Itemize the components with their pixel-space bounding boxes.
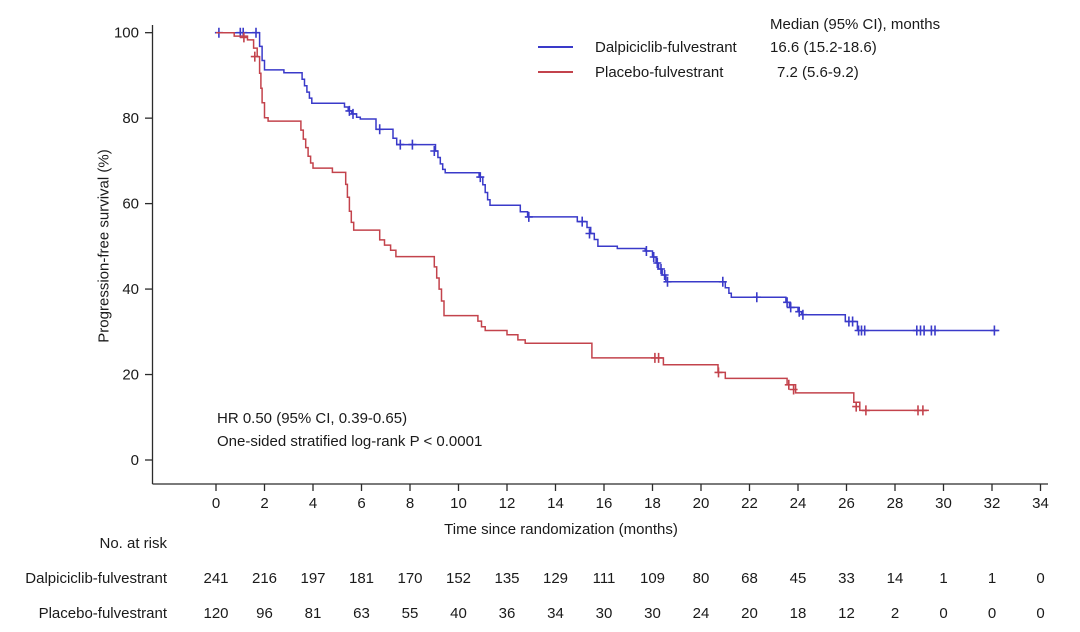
x-tick-label: 14 — [547, 495, 564, 512]
x-tick-label: 2 — [260, 495, 269, 512]
at-risk-value: 0 — [939, 605, 948, 622]
x-tick-label: 8 — [405, 495, 415, 512]
y-axis-title: Progression-free survival (%) — [95, 149, 113, 343]
at-risk-value: 1 — [987, 570, 997, 587]
at-risk-value: 36 — [498, 605, 516, 622]
at-risk-row-label: Placebo-fulvestrant — [38, 605, 167, 622]
legend-label-dalpiciclib: Dalpiciclib-fulvestrant — [595, 39, 737, 56]
at-risk-value: 181 — [348, 570, 375, 587]
at-risk-value: 14 — [886, 570, 904, 587]
at-risk-value: 18 — [789, 605, 807, 622]
x-tick-label: 34 — [1032, 495, 1049, 512]
y-tick-label: 20 — [122, 366, 139, 384]
at-risk-value: 34 — [547, 605, 564, 622]
at-risk-value: 109 — [639, 570, 666, 587]
at-risk-value: 0 — [987, 605, 997, 622]
legend-label-placebo: Placebo-fulvestrant — [595, 64, 724, 81]
legend-median-header: Median (95% CI), months — [770, 16, 941, 33]
x-tick-label: 22 — [741, 495, 758, 512]
at-risk-value: 135 — [494, 570, 520, 587]
median-value-dalpiciclib: 16.6 (15.2-18.6) — [770, 39, 877, 56]
x-tick-label: 24 — [789, 495, 807, 512]
y-tick-label: 100 — [113, 24, 139, 42]
x-tick-label: 18 — [644, 495, 661, 512]
at-risk-value: 20 — [741, 605, 758, 622]
median-value-placebo: 7.2 (5.6-9.2) — [777, 64, 859, 81]
x-tick-label: 20 — [692, 495, 710, 512]
at-risk-value: 40 — [450, 605, 467, 622]
y-tick-label: 60 — [122, 195, 139, 213]
at-risk-value: 30 — [595, 605, 613, 622]
censor-marks-placebo — [240, 32, 927, 415]
at-risk-value: 68 — [741, 570, 758, 587]
pvalue-line: One-sided stratified log-rank P < 0.0001 — [217, 433, 483, 450]
at-risk-row-label: Dalpiciclib-fulvestrant — [25, 570, 167, 587]
x-tick-label: 16 — [595, 495, 613, 512]
hr-annotation — [217, 407, 482, 453]
at-risk-value: 197 — [300, 570, 326, 587]
at-risk-value: 216 — [251, 570, 278, 587]
x-tick-label: 4 — [308, 495, 318, 512]
legend-line-placebo — [538, 71, 573, 73]
at-risk-value: 0 — [1036, 605, 1045, 622]
y-axis-ticks — [114, 25, 153, 469]
at-risk-header: No. at risk — [99, 535, 167, 552]
x-tick-label: 28 — [886, 495, 904, 512]
x-tick-label: 0 — [211, 495, 221, 512]
x-tick-label: 26 — [838, 495, 855, 512]
at-risk-value: 63 — [353, 605, 370, 622]
x-tick-label: 12 — [498, 495, 516, 512]
at-risk-value: 30 — [644, 605, 661, 622]
y-tick-label: 80 — [122, 110, 139, 128]
x-axis-title: Time since randomization (months) — [444, 521, 678, 538]
x-tick-label: 32 — [983, 495, 1001, 512]
at-risk-value: 45 — [789, 570, 807, 587]
at-risk-value: 96 — [256, 605, 273, 622]
at-risk-value: 129 — [542, 570, 569, 587]
x-tick-label: 10 — [450, 495, 467, 512]
hr-line: HR 0.50 (95% CI, 0.39-0.65) — [217, 410, 408, 427]
at-risk-value: 24 — [692, 605, 710, 622]
at-risk-value: 0 — [1036, 570, 1045, 587]
at-risk-value: 80 — [692, 570, 710, 587]
x-tick-label: 30 — [935, 495, 952, 512]
legend-line-dalpiciclib — [538, 46, 573, 48]
x-axis-ticks — [212, 484, 1049, 512]
at-risk-value: 12 — [838, 605, 855, 622]
at-risk-value: 152 — [445, 570, 472, 587]
at-risk-value: 170 — [397, 570, 423, 587]
at-risk-value: 241 — [203, 570, 229, 587]
at-risk-value: 120 — [203, 605, 229, 622]
at-risk-value: 33 — [838, 570, 855, 587]
y-tick-label: 0 — [130, 452, 139, 469]
at-risk-table — [25, 535, 1044, 622]
km-curve-placebo — [216, 33, 929, 411]
at-risk-value: 111 — [592, 570, 616, 587]
at-risk-value: 81 — [304, 605, 322, 622]
at-risk-value: 2 — [890, 605, 900, 622]
at-risk-value: 1 — [939, 570, 948, 587]
x-tick-label: 6 — [357, 495, 366, 512]
y-tick-label: 40 — [122, 281, 139, 299]
at-risk-value: 55 — [401, 605, 419, 622]
